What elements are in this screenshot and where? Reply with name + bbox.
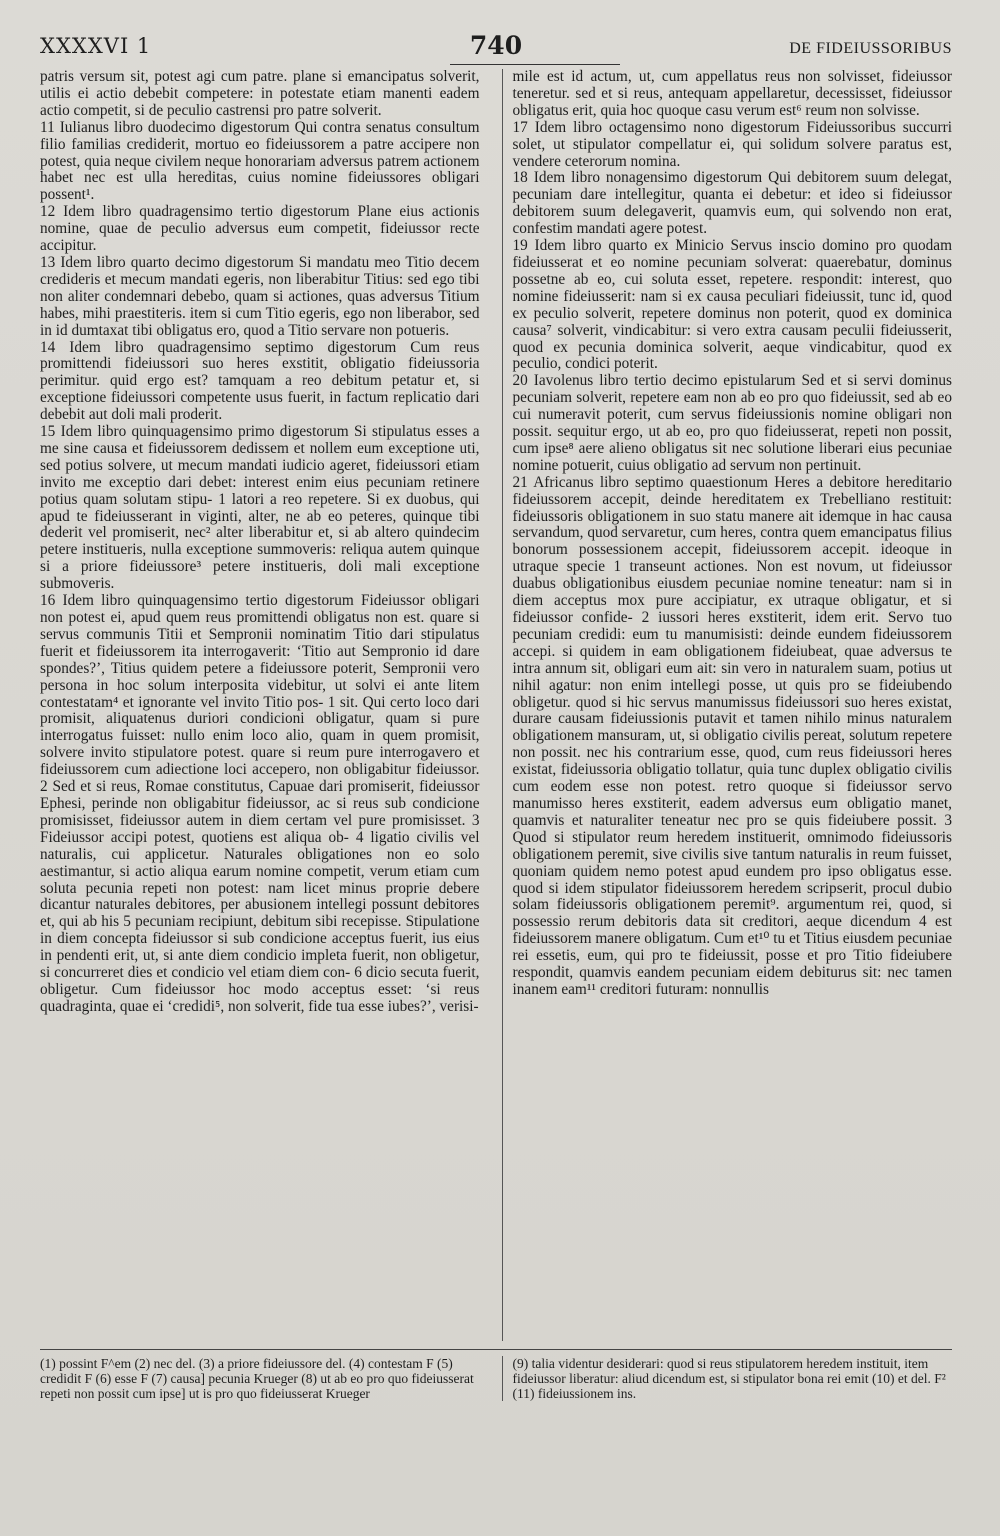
paragraph: 13 Idem libro quarto decimo digestorum Si mandatu meo Titio decem credideris et mecum mandati egeris, non liberabitur Titius: sed ego tibi non aliter condemnari debebo, quam si actiones, quas adversus Titium habes, mihi praestiteris. item si cum Titio egeris, ego non liberabor, sed in id dumtaxat tibi obligatus ero, quod a Titio servare non potueris. (40, 253, 480, 339)
book-title-number: XXXXVI 1 (40, 34, 152, 58)
footnotes-left (40, 1356, 480, 1401)
paragraph: 11 Iulianus libro duodecimo digestorum Qui contra senatus consultum filio familias crediderit, mortuo eo fideiussorem a patre accipere non potest, quia neque civilem neque honorariam adversus patrem actionem habet nec est ulla hereditas, cuius nomine fideiussores obligari possent¹. (40, 118, 480, 204)
paragraph: 16 Idem libro quinquagensimo tertio digestorum Fideiussor obligari non potest ei, apud quem reus promittendi obligatus non est. quare si servus communis Titii et Sempronii nominatim Titio dari stipulatus fuerit et fideiussorem ita interrogaverit: ‘Titio aut Sempronio id dare spondes?’, Titius quidem petere a fideiussore poterit, Sempronii vero persona in hoc solum interposita videbitur, ut solvi ei ante litem contestatam⁴ et ignorante vel invito Titio pos- 1 sit. Qui certo loco dari promisit, aliquatenus duriori condicioni obligatur, quam si pure interrogatus fuisset: nullo enim loco alio, quam in quem promisit, solvere invito stipulatore potest. quare si reum pure interrogavero et fideiussorem cum adiectione loci accepero, non obligabitur fideiussor. 2 Sed et si reus, Romae constitutus, Capuae dari promiserit, fideiussor Ephesi, perinde non obligabitur fideiussor, ac si reus sub condicione promisisset, fideiussor autem in diem certam vel pure promisisset. 3 Fideiussor accipi potest, quotiens est aliqua ob- 4 ligatio civilis vel naturalis, cui applicetur. Naturales obligationes non eo solo aestimantur, si actio aliqua earum nomine competit, verum etiam cum soluta pecunia repeti non potest: nam licet minus proprie debere dicantur naturales debitores, per abusionem intellegi possunt debitores et, qui ab his 5 pecuniam recipiunt, debitum sibi recepisse. Stipulatione in diem concepta fideiussor si sub condicione acceptus fuerit, ius eius in pendenti erit, ut, si ante diem condicio impleta fuerit, non obligetur, si concurreret dies et condicio vel etiam diem con- 6 dicio secuta fuerit, obligetur. Cum fideiussor hoc modo acceptus esset: ‘si reus quadraginta, quae ei ‘credidi⁵, non solverit, fide tua esse iubes?’, verisi- (40, 592, 480, 1015)
text-columns (40, 69, 952, 1341)
paragraph: 17 Idem libro octagensimo nono digestorum Fideiussoribus succurri solet, ut stipulator compellatur ei, qui solidum solvere paratus est, vendere ceterorum nomina. (512, 118, 952, 170)
footnote-text: (9) talia videntur desiderari: quod si reus stipulatorem heredem instituit, item fideiussor liberatur: aliud dicendum est, si stipulator bona rei emit (10) et del. F² (11) fideiussionem ins. (512, 1356, 946, 1401)
paragraph: 20 Iavolenus libro tertio decimo epistularum Sed et si servi dominus pecuniam solverit, repetere eam non ab eo pro quo fideiussit, sed ab eo cui numeravit poterit, cum servus fideiussionis nomine obligari non possit. sequitur ergo, ut ab eo, pro quo fideiusserat, repeti non possit, cum ipse⁸ aere alieno obligatus sit nec solutione liberari eius pecuniae nomine potuerit, cuius obligatio ad servum non pertinuit. (512, 372, 952, 474)
paragraph: mile est id actum, ut, cum appellatus reus non solvisset, fideiussor teneretur. sed et si reus, antequam appellaretur, decessisset, fideiussor obligatus erit, quia hoc quoque casu verum est⁶ reum non solvisse. (512, 69, 952, 119)
page-number: 740 (469, 31, 523, 60)
paragraph: patris versum sit, potest agi cum patre. plane si emancipatus solverit, utilis ei actio debebit competere: in potestate etiam manenti eadem actio competit, si de peculio castrensi pro patre solverit. (40, 69, 480, 119)
right-column (502, 69, 953, 1341)
paragraph: 15 Idem libro quinquagensimo primo digestorum Si stipulatus esses a me sine causa et fideiussorem dedissem et nollem eum exceptione uti, sed potius solvere, ut mecum mandati iudicio ageret, fideiussori etiam invito me exceptio dari debet: interest enim eius pecuniam retinere potius quam solutam stipu- 1 latori a reo repetere. Si ex duobus, qui apud te fideiusserant in viginti, alter, ne ab eo peteres, quinque tibi dederit vel promiserit, nec² alter liberabitur et, si ab altero quindecim petere institueris, nulla exceptione summoveris: reliqua autem quinque si a priore fideiussore³ petere institueris, doli mali exceptione submoveris. (40, 423, 480, 593)
running-title: DE FIDEIUSSORIBUS (789, 40, 952, 57)
paragraph: 19 Idem libro quarto ex Minicio Servus inscio domino pro quodam fideiusserat et eo nomine pecuniam solverat: quaerebatur, dominus possetne ab eo, cui soluta esset, repetere. respondit: interest, quo nomine fideiusserit: nam si ex causa peculiari fideiussit, tunc id, quod ex peculio solverit, repetere dominus non poterit, quod ex dominica causa⁷ solverit, vindicabitur: si vero extra causam peculii fideiusserit, quod ex pecunia dominica solverit, aeque vindicabitur, quod ex peculio, condici poterit. (512, 237, 952, 373)
left-column (40, 69, 480, 1341)
footnotes (40, 1349, 952, 1401)
paragraph: 14 Idem libro quadragensimo septimo digestorum Cum reus promittendi fideiussori suo heres exstitit, obligatio fideiussoria perimitur. quid ergo est? tamquam a reo debitum petatur et, si exceptione fideiussori competente usus fuerit, in factum replicatio dari debebit aut doli mali proderit. (40, 338, 480, 424)
footnote-text: (1) possint F^em (2) nec del. (3) a priore fideiussore del. (4) contestam F (5) credidit F (6) esse F (7) causa] pecunia Krueger (8) ut ab eo pro quo fideiusserat repeti non possit cum ipse] ut is pro quo fideiusserat Krueger (40, 1356, 474, 1401)
header-rule (450, 64, 620, 65)
page-header (40, 22, 952, 58)
paragraph: 18 Idem libro nonagensimo digestorum Qui debitorem suum delegat, pecuniam dare intellegitur, quanta ei debetur: et ideo si fideiussor debitorem suum delegaverit, quamvis eum, qui solvendo non erat, confestim mandati agere potest. (512, 169, 952, 238)
paragraph: 12 Idem libro quadragensimo tertio digestorum Plane eius actionis nomine, quae de peculio adversus eum competit, fideiussor recte accipitur. (40, 203, 480, 255)
paragraph: 21 Africanus libro septimo quaestionum Heres a debitore hereditario fideiussorem accepit, deinde hereditatem ex Trebelliano restituit: fideiussoris obligationem in suo statu manere ait idemque in hac causa servandum, quod servaretur, cum heres, contra quem emancipatus filius bonorum possessionem accepit, fideiussorem accepit. ideoque in utraque specie 1 transeunt actiones. Non est novum, ut fideiussor duabus obligationibus eiusdem pecuniae nomine teneatur: nam si in diem acceptus mox pure accipiatur, ex utraque obligatur, et si fideiussor confide- 2 iussori heres exstiterit, idem erit. Servo tuo pecuniam credidi: eum tu manumisisti: deinde eundem fideiussorem accepi. si quidem in eam obligationem fideiubeat, quae adversus te intra annum sit, obligari eum ait: sin vero in naturalem suam, potius ut nihil agatur: non enim intellegi posse, ut quis pro se fideiubendo obligetur. quod si hic servus manumissus fideiussori suo heres existat, durare causam fideiussionis putavit et tamen nihilo minus naturalem obligationem mansuram, ut, si obligatio civilis pereat, solutum repetere non possit. nec his contrarium esse, quod, cum reus fideiussori heres existat, fideiussoria obligatio tollatur, quia tunc duplex obligatio civilis cum eodem esse non potest. retro quoque si fideiussor servo manumisso heres exstiterit, eadem adversus eum obligatio manet, quamvis et naturaliter teneatur nec pro se quis fideiubere possit. 3 Quod si stipulator reum heredem instituerit, omnimodo fideiussoris obligationem peremit, sive civilis sive tantum naturalis in reum fuisset, quoniam quidem nemo potest apud eundem pro ipso obligatus esse. quod si idem stipulator fideiussorem heredem scripserit, procul dubio solam fideiussoris obligationem peremit⁹. argumentum rei, quod, si possessio rerum debitoris data sit creditori, aeque dicendum 4 est fideiussorem manere obligatum. Cum et¹⁰ tu et Titius eiusdem pecuniae rei essetis, eum, qui pro te fideiussit, posse et pro Titio fideiubere respondit, quamvis eandem pecuniam eidem debiturus sit: nec tamen inanem eam¹¹ creditori futuram: nonnullis (512, 473, 952, 998)
footnotes-right (502, 1356, 953, 1401)
